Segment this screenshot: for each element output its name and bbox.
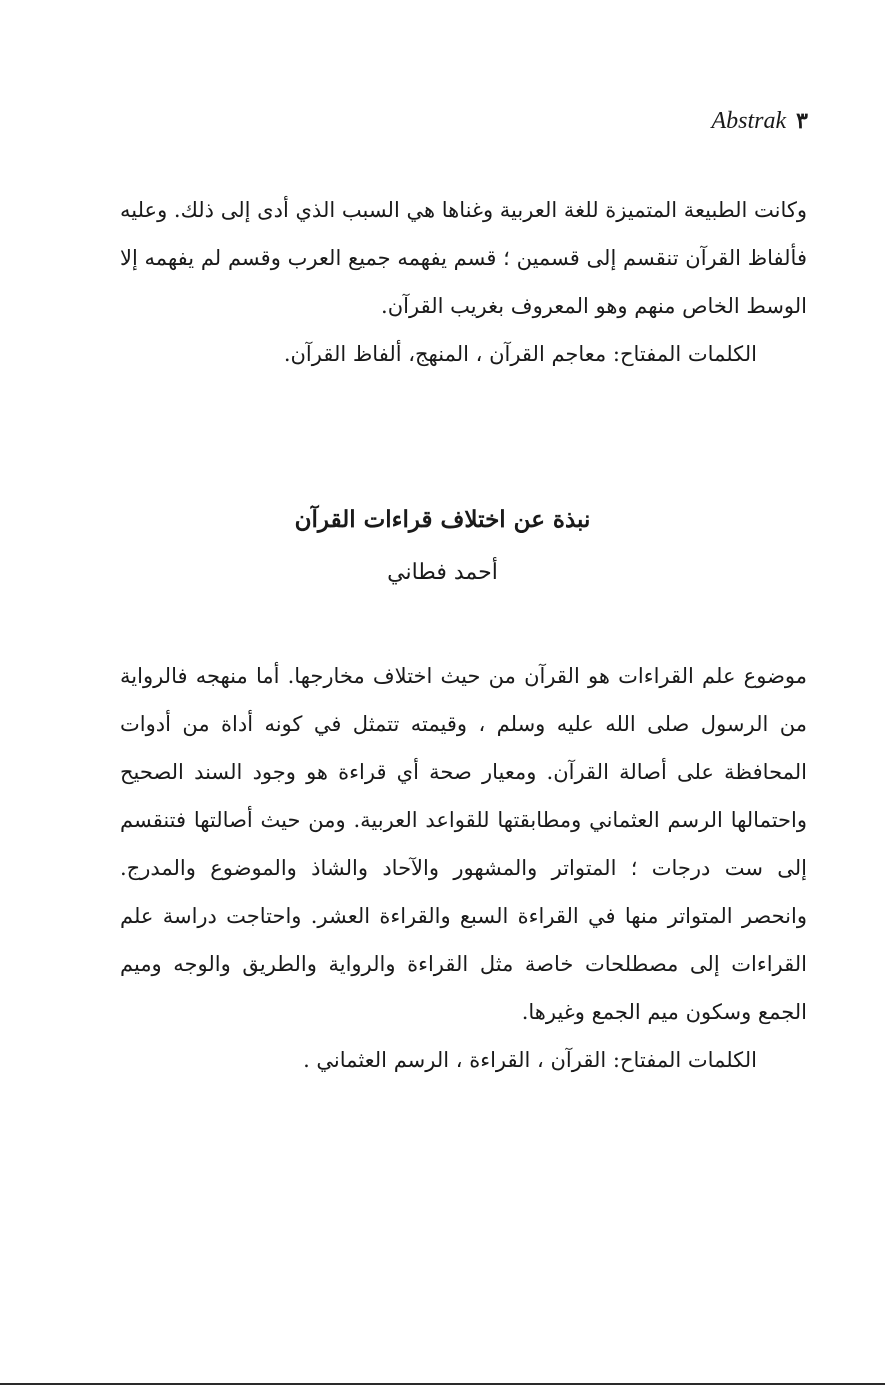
page-edge-rule bbox=[0, 1383, 885, 1385]
abstract-keywords: الكلمات المفتاح: القرآن ، القراءة ، الرسم العثماني . bbox=[303, 1048, 757, 1072]
page-header bbox=[712, 108, 809, 135]
abstract-paragraph: وكانت الطبيعة المتميزة للغة العربية وغناها هي السبب الذي أدى إلى ذلك. وعليه فألفاظ القرآن تنقسم إلى قسمين ؛ قسم يفهمه جميع العرب وقسم لم يفهمه إلا الوسط الخاص منهم وهو المعروف بغريب القرآن. bbox=[120, 198, 807, 318]
previous-abstract-ending bbox=[120, 186, 807, 378]
abstract-keywords: الكلمات المفتاح: معاجم القرآن ، المنهج، ألفاظ القرآن. bbox=[283, 342, 757, 366]
article-author: أحمد فطاني bbox=[387, 560, 498, 585]
article-title: نبذة عن اختلاف قراءات القرآن bbox=[294, 506, 591, 533]
abstract-paragraph: موضوع علم القراءات هو القرآن من حيث اختلاف مخارجها. أما منهجه فالرواية من الرسول صلى الله عليه وسلم ، وقيمته تتمثل في كونه أداة من أدوات المحافظة على أصالة القرآن. ومعيار صحة أي قراءة هو وجود السند الصحيح واحتمالها الرسم العثماني ومطابقتها للقواعد العربية. ومن حيث أصالتها فتنقسم إلى ست درجات ؛ المتواتر والمشهور والآحاد والشاذ والموضوع والمدرج. وانحصر المتواتر منها في القراءة السبع والقراءة العشر. واحتاجت دراسة علم القراءات إلى مصطلحات خاصة مثل القراءة والرواية والطريق والوجه وميم الجمع وسكون ميم الجمع وغيرها. bbox=[120, 664, 807, 1024]
running-title: Abstrak bbox=[711, 108, 787, 134]
page-number: ٣ bbox=[796, 108, 808, 133]
article-abstract bbox=[120, 652, 807, 1084]
